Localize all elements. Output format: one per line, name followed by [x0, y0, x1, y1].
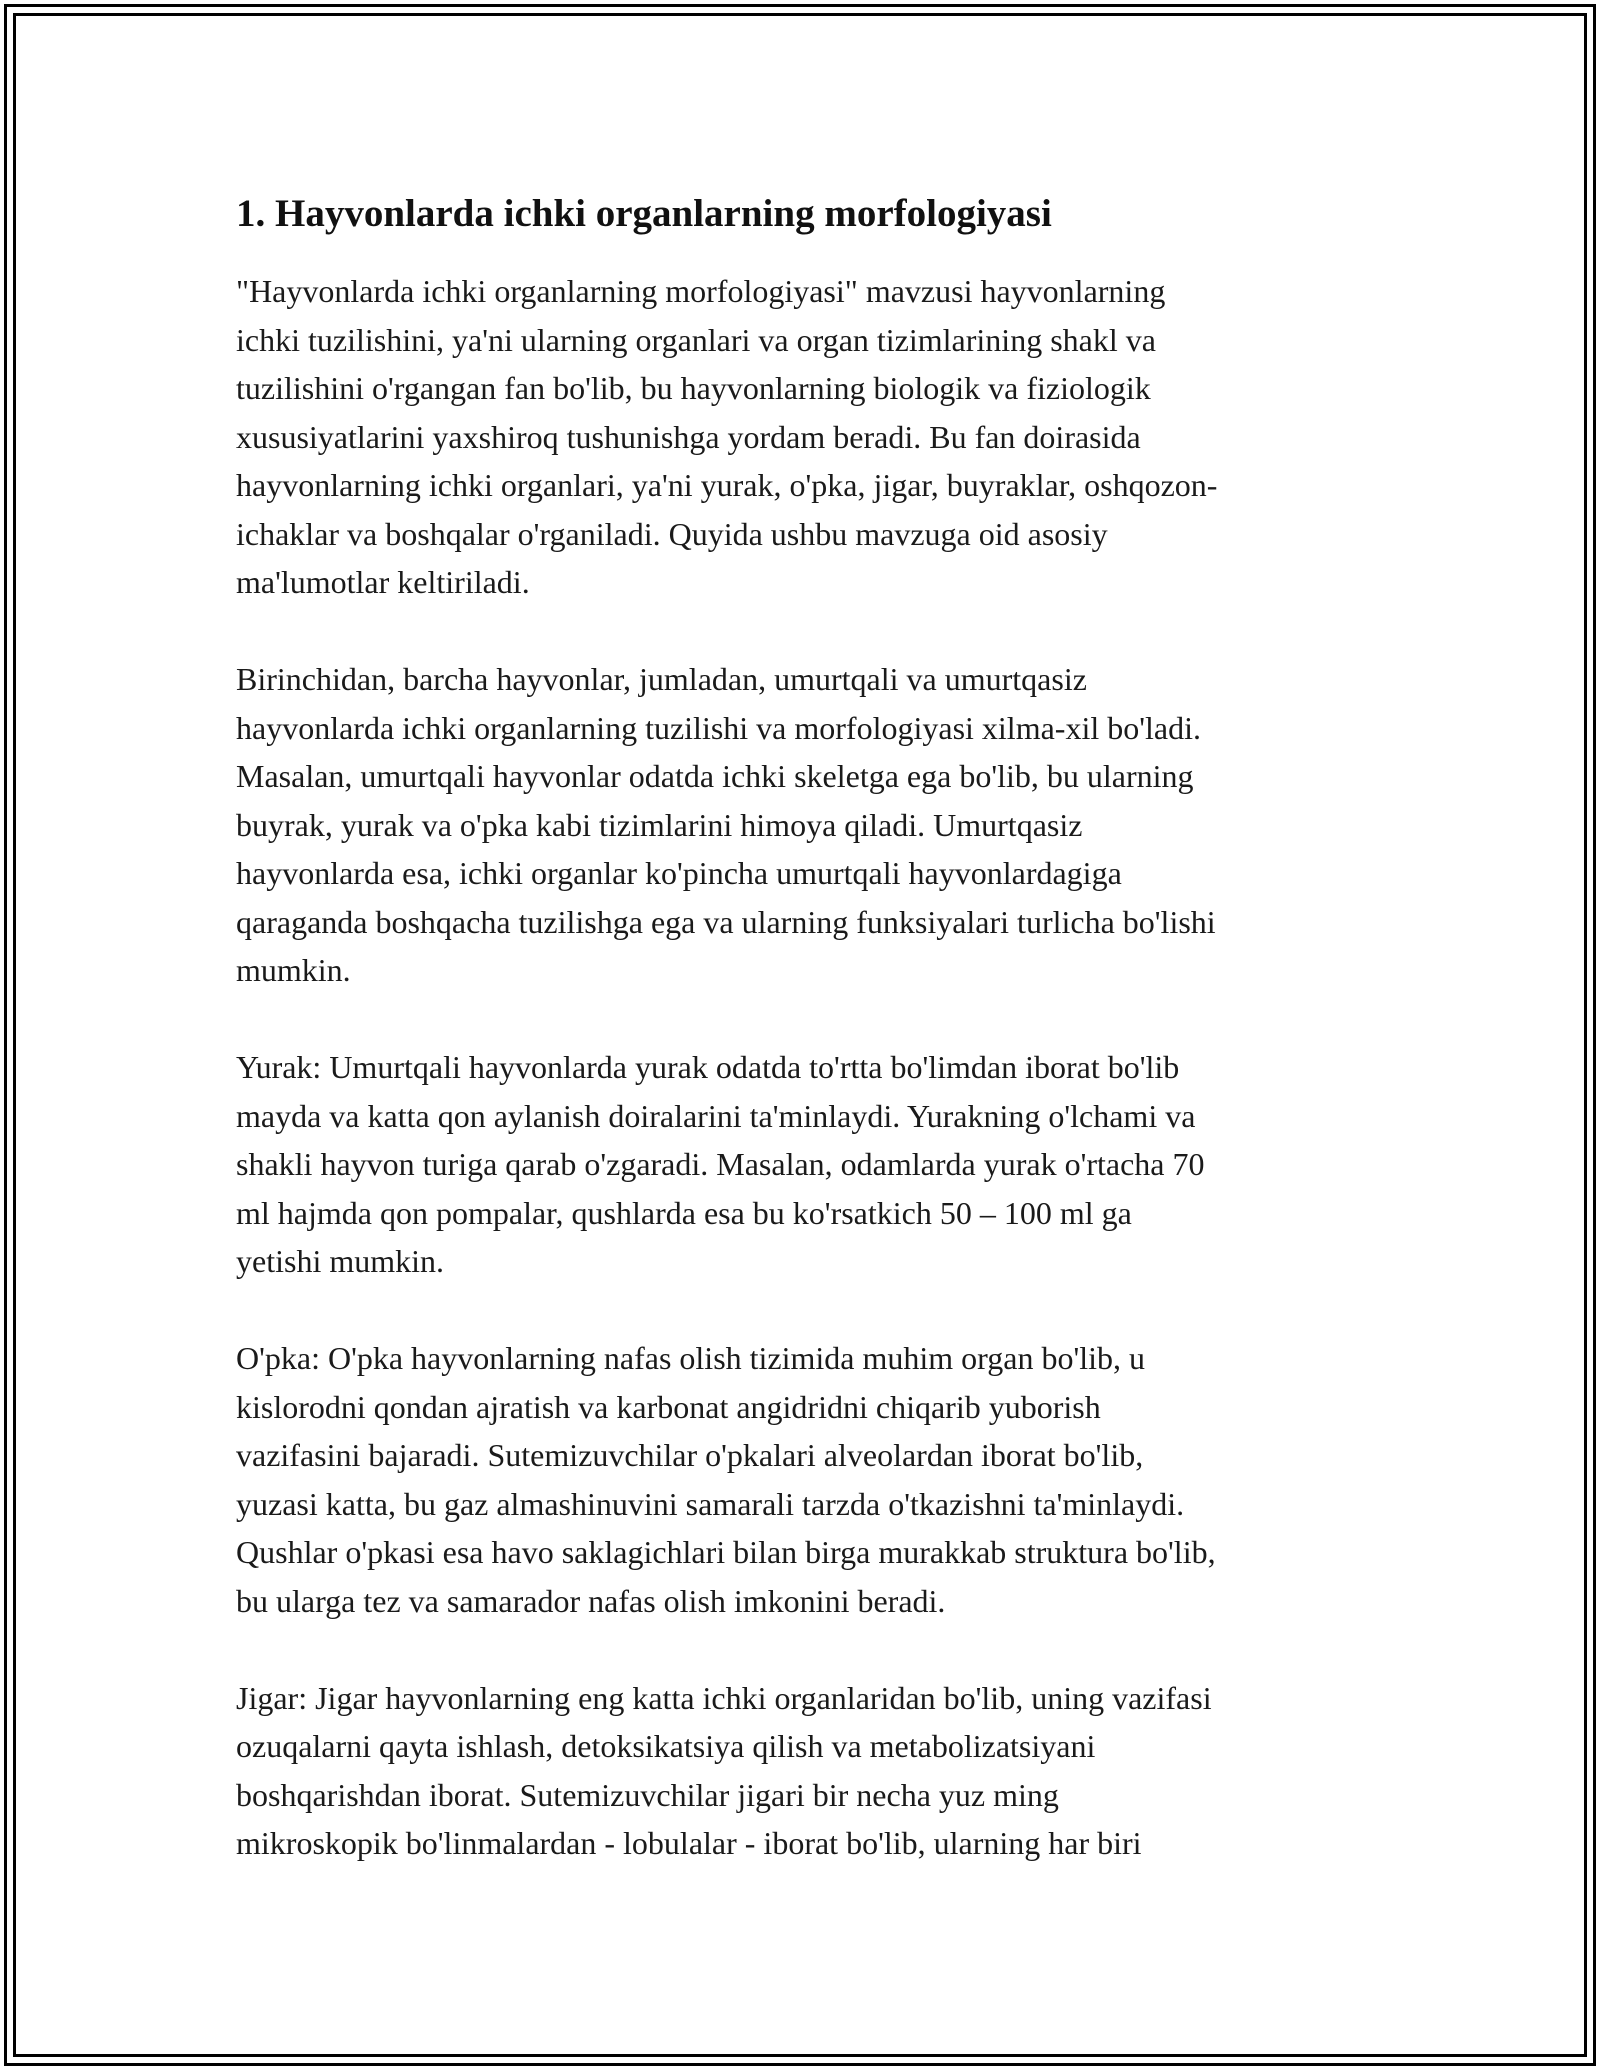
paragraph-liver: Jigar: Jigar hayvonlarning eng katta ichki organlaridan bo'lib, uning vazifasi ozuqalarni qayta ishlash, detoksikatsiya qilish va metabolizatsiyani boshqarishdan iborat. Sutemizuvchilar jigari bir necha yuz ming mikroskopik bo'linmalardan - lobulalar - iborat bo'lib, ularning har biri [236, 1679, 1212, 1861]
paragraph-first: Birinchidan, barcha hayvonlar, jumladan, umurtqali va umurtqasiz hayvonlarda ichki organlarning tuzilishi va morfologiyasi xilma-xil bo'ladi. Masalan, umurtqali hayvonlar odatda ichki skeletga ega bo'lib, bu ularning buyrak, yurak va o'pka kabi tizimlarini himoya qiladi. Umurtqasiz hayvonlarda esa, ichki organlar ko'pincha umurtqali hayvonlardagiga qaraganda boshqacha tuzilishga ega va ularning funksiyalari turlicha bo'lishi mumkin. [236, 661, 1216, 988]
document-title: 1. Hayvonlarda ichki organlarning morfologiyasi [236, 192, 1052, 235]
paragraph-heart: Yurak: Umurtqali hayvonlarda yurak odatda to'rtta bo'limdan iborat bo'lib mayda va katta qon aylanish doiralarini ta'minlaydi. Yurakning o'lchami va shakli hayvon turiga qarab o'zgaradi. Masalan, odamlarda yurak o'rtacha 70 ml hajmda qon pompalar, qushlarda esa bu ko'rsatkich 50 – 100 ml ga yetishi mumkin. [236, 1049, 1205, 1279]
document-body [236, 185, 1376, 1916]
paragraph-lungs: O'pka: O'pka hayvonlarning nafas olish tizimida muhim organ bo'lib, u kislorodni qondan ajratish va karbonat angidridni chiqarib yuborish vazifasini bajaradi. Sutemizuvchilar o'pkalari alveolardan iborat bo'lib, yuzasi katta, bu gaz almashinuvini samarali tarzda o'tkazishni ta'minlaydi. Qushlar o'pkasi esa havo saklagichlari bilan birga murakkab struktura bo'lib, bu ularga tez va samarador nafas olish imkonini beradi. [236, 1340, 1216, 1619]
paragraph-intro: "Hayvonlarda ichki organlarning morfologiyasi" mavzusi hayvonlarning ichki tuzilishini, ya'ni ularning organlari va organ tizimlarining shakl va tuzilishini o'rgangan fan bo'lib, bu hayvonlarning biologik va fiziologik xususiyatlarini yaxshiroq tushunishga yordam beradi. Bu fan doirasida hayvonlarning ichki organlari, ya'ni yurak, o'pka, jigar, buyraklar, oshqozon- ichaklar va boshqalar o'rganiladi. Quyida ushbu mavzuga oid asosiy ma'lumotlar keltiriladi. [236, 273, 1218, 600]
